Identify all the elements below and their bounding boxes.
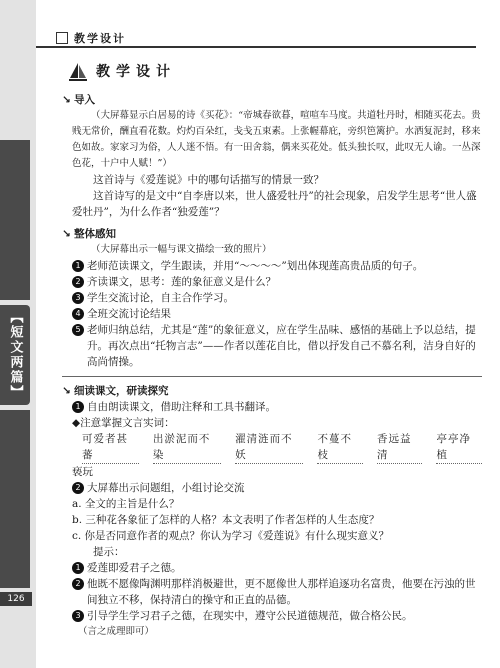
- page-number: 126: [0, 592, 32, 606]
- section-divider: [62, 376, 482, 377]
- answer-item: 3 引导学生学习君子之德，在现实中，遵守公民道德规范，做合格公民。: [72, 608, 482, 624]
- vocab-list: [72, 431, 482, 464]
- overview-item: 5 老师归纳总结，尤其是“莲”的象征意义，应在学生品味、感悟的基础上予以总结，提升。再次点出“托物言志”——作者以莲花自比，借以抒发自己不慕名利，洁身自好的高尚情操。: [72, 322, 482, 370]
- arrow-icon: ↘: [62, 228, 71, 240]
- vocab-word: 香远益清: [377, 431, 423, 464]
- vocab-note: ◆注意掌握文言实词：: [72, 417, 175, 429]
- header-box-icon: [56, 32, 68, 44]
- vocab-word-tail: 亵玩: [72, 466, 93, 478]
- arrow-icon: ↘: [62, 385, 71, 397]
- section-heading-close-reading: ↘ 细读课文，研读探究: [62, 385, 169, 397]
- answer-item: 1 爱莲即爱君子之德。: [72, 560, 482, 576]
- question: c. 你是否同意作者的观点？你认为学习《爱莲说》有什么现实意义？: [72, 530, 390, 542]
- side-block-lower: [0, 410, 30, 588]
- sail-icon: [68, 62, 88, 82]
- intro-question: 这首诗与《爱莲说》中的哪句话描写的情景一致？: [93, 174, 324, 186]
- title-row: [68, 58, 482, 86]
- overview-note: （大屏幕出示一幅与课文描绘一致的照片）: [91, 244, 272, 255]
- closing-note: （言之成理即可）: [78, 626, 155, 637]
- intro-explanation: 这首诗写的是文中“自李唐以来，世人盛爱牡丹”的社会现象，启发学生思考“世人盛爱牡丹”，为什么作者“独爱莲”？: [72, 190, 477, 218]
- reading-item: 1 自由朗读课文，借助注释和工具书翻译。: [72, 399, 482, 415]
- overview-item: 3 学生交流讨论，自主合作学习。: [72, 290, 482, 306]
- reading-item: 2 大屏幕出示问题组，小组讨论交流: [72, 480, 482, 496]
- question: b. 三种花各象征了怎样的人格？本文表明了作者怎样的人生态度？: [72, 514, 380, 526]
- vocab-word: 出淤泥而不染: [153, 431, 221, 464]
- overview-item: 1 老师范读课文，学生跟读，并用“～～～～”划出体现莲高贵品质的句子。: [72, 258, 482, 274]
- section-heading-intro: ↘ 导入: [62, 94, 95, 106]
- hint-label: 提示：: [93, 546, 125, 558]
- overview-item: 4 全班交流讨论结果: [72, 306, 482, 322]
- side-tab: 【短文两篇】: [0, 305, 30, 405]
- question: a. 全文的主旨是什么？: [72, 498, 180, 510]
- arrow-icon: ↘: [62, 94, 71, 106]
- vocab-word: 不蔓不枝: [317, 431, 363, 464]
- header-label: 教学设计: [74, 32, 126, 45]
- section-heading-overview: ↘ 整体感知: [62, 228, 116, 240]
- vocab-word: 亭亭净植: [436, 431, 482, 464]
- page-header: [36, 30, 476, 48]
- overview-item: 2 齐读课文，思考：莲的象征意义是什么？: [72, 274, 482, 290]
- page-title: 教学设计: [96, 64, 176, 80]
- answer-item: 2 他既不愿像陶渊明那样消极避世，更不愿像世人那样追逐功名富贵，他要在污浊的世间独立不移，保持清白的操守和正直的品德。: [72, 576, 482, 608]
- vocab-word: 可爱者甚蕃: [82, 431, 139, 464]
- side-block-upper: [0, 140, 30, 300]
- intro-quote: （大屏幕显示白居易的诗《买花》：“帝城春欲暮，喧喧车马度。共道牡丹时，相随买花去。贵贱无常价，酬直看花数。灼灼百朵红，戋戋五束素。上张幄幕庇，旁织笆篱护。水洒复泥封，移来色如故。家家习为俗，人人迷不悟。有一田舍翁，偶来买花处。低头独长叹，此叹无人谕。一丛深色花，十户中人赋！”）: [72, 110, 481, 169]
- main-content: [62, 58, 482, 640]
- vocab-word: 濯清涟而不妖: [235, 431, 303, 464]
